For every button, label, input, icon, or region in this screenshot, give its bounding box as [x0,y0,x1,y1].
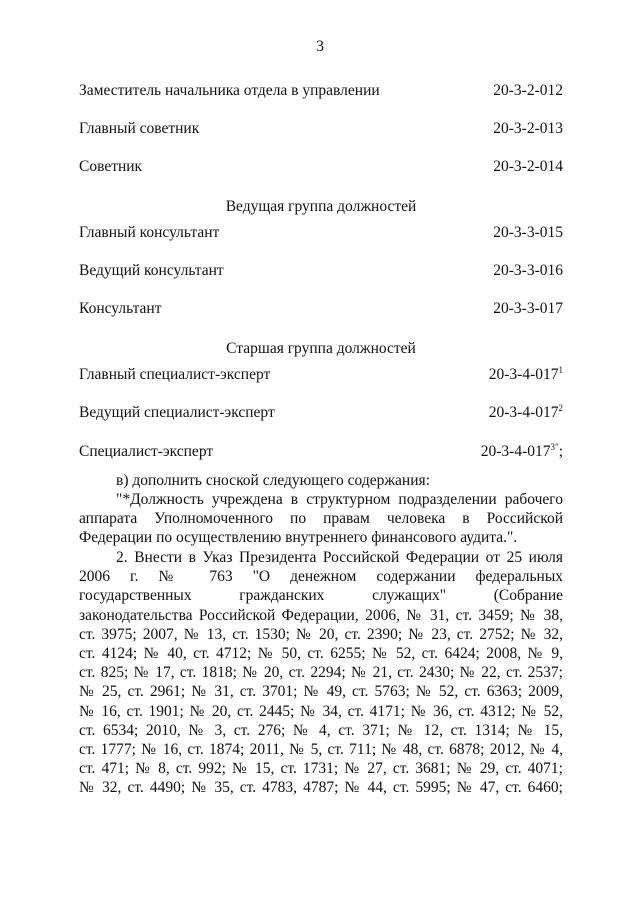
group-heading: Старшая группа должностей [226,340,416,357]
paragraph-2 [79,548,563,798]
footnote-marker: 2 [558,403,563,413]
footnote-text [79,490,563,548]
paragraph-line: ст. 4124; № 40, ст. 4712; № 50, ст. 6255; № 52, ст. 6424; 2008, № 9, [79,645,563,663]
position-code: 20-3-4-017 [480,443,551,460]
footnote-line: Федерации по осуществлению внутреннего финансового аудита.". [79,529,518,547]
position-code-cell [489,404,563,422]
position-code: 20-3-2-013 [493,120,563,137]
page-number: 3 [316,38,324,55]
paragraph-line: 2006 г. № 763 "О денежном содержании федеральных [79,568,563,586]
footnote-marker: 1 [558,365,563,375]
footnote-line: "*Должность учреждена в структурном подразделении рабочего [116,491,563,508]
paragraph-line: № 32, ст. 4490; № 35, ст. 4783, 4787; № 44, ст. 5995; № 47, ст. 6460; [79,779,563,797]
position-code: 20-3-4-017 [488,366,559,383]
paragraph-line: ст. 3975; 2007, № 13, ст. 1530; № 20, ст. 2390; № 23, ст. 2752; № 32, [79,625,563,643]
item-v: в) дополнить сноской следующего содержания: [116,472,430,489]
position-title: Ведущий специалист-эксперт [79,404,275,421]
code-tail: ; [558,443,563,460]
paragraph-line: государственных гражданских служащих" (Собрание [79,587,563,605]
position-title: Главный специалист-эксперт [79,366,271,383]
position-title: Специалист-эксперт [79,443,214,460]
paragraph-line: ст. 825; № 17, ст. 1818; № 20, ст. 2294; № 21, ст. 2430; № 22, ст. 2537; [79,664,563,682]
paragraph-line: 2. Внести в Указ Президента Российской Федерации от 25 июля [116,549,563,566]
paragraph-line: ст. 471; № 8, ст. 992; № 15, ст. 1731; № 27, ст. 3681; № 29, ст. 4071; [79,760,563,778]
position-code: 20-3-2-014 [493,158,563,175]
paragraph-line: ст. 6534; 2010, № 3, ст. 276; № 4, ст. 371; № 12, ст. 1314; № 15, [79,721,563,739]
paragraph-line: № 25, ст. 2961; № 31, ст. 3701; № 49, ст. 5763; № 52, ст. 6363; 2009, [79,683,563,701]
group-heading: Ведущая группа должностей [225,198,417,215]
position-title: Главный консультант [79,224,220,241]
footnote-line: аппарата Уполномоченного по правам человека в Российской [79,510,563,528]
position-title: Главный советник [79,120,200,137]
position-code-cell [481,443,563,461]
position-code: 20-3-3-015 [493,224,563,241]
footnote-marker: 3" [550,442,559,452]
paragraph-line: законодательства Российской Федерации, 2006, № 31, ст. 3459; № 38, [79,606,563,624]
position-title: Советник [79,158,143,175]
position-code: 20-3-2-012 [493,82,563,99]
position-title: Консультант [79,300,162,317]
paragraph-line: ст. 1777; № 16, ст. 1874; 2011, № 5, ст. 711; № 48, ст. 6878; 2012, № 4, [79,741,563,759]
position-code: 20-3-3-016 [493,262,563,279]
position-title: Заместитель начальника отдела в управлении [79,82,380,99]
position-code-cell [489,366,563,384]
position-code: 20-3-4-017 [488,404,559,421]
position-title: Ведущий консультант [79,262,224,279]
position-code: 20-3-3-017 [493,300,563,317]
paragraph-line: № 16, ст. 1901; № 20, ст. 2445; № 34, ст. 4171; № 36, ст. 4312; № 52, [79,702,563,720]
